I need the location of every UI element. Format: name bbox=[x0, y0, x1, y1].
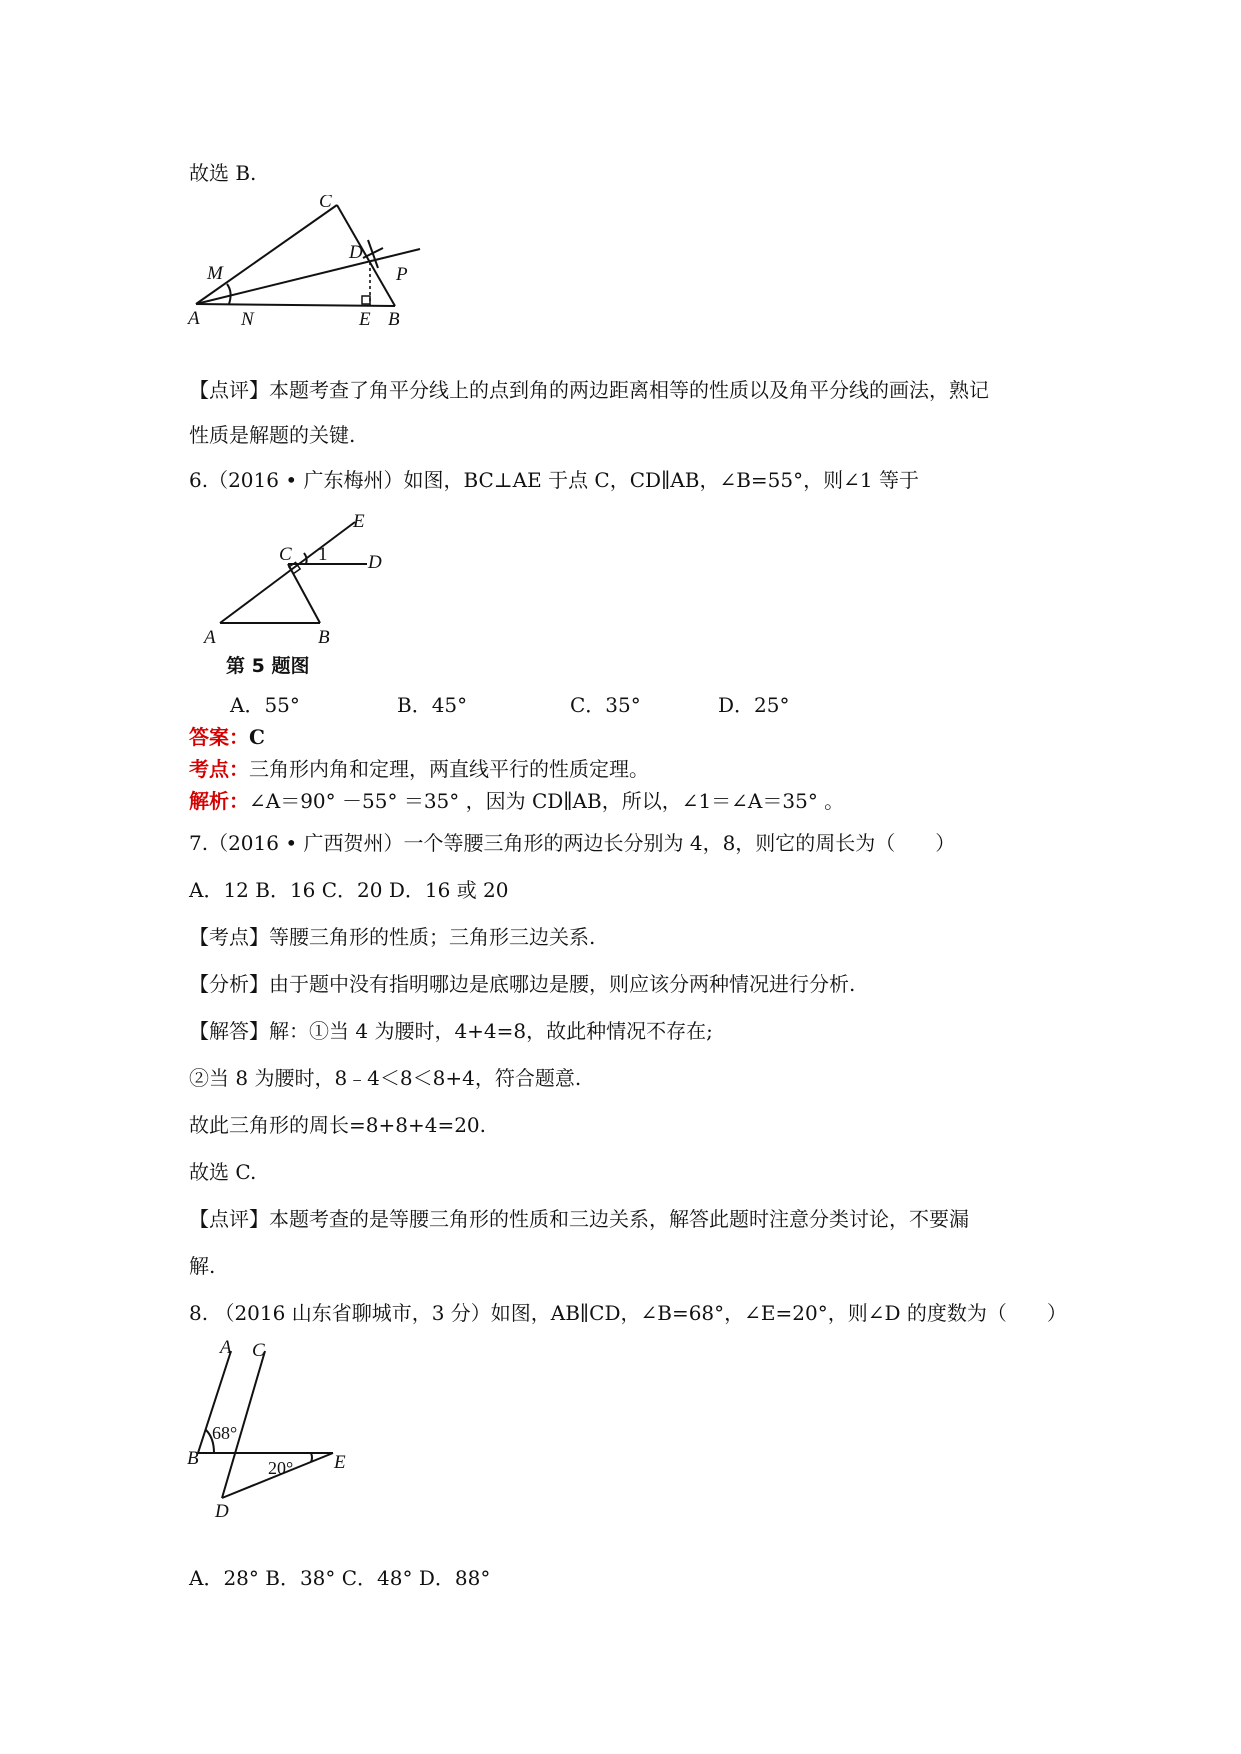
question-8: 8. （2016 山东省聊城市，3 分）如图，AB∥CD，∠B=68°，∠E=20°，则∠D 的度数为（ ） bbox=[189, 1301, 1067, 1325]
question-8-options: A．28° B．38° C．48° D．88° bbox=[189, 1566, 491, 1590]
question-6: 6.（2016 • 广东梅州）如图，BC⊥AE 于点 C，CD∥AB，∠B=55°，则∠1 等于 bbox=[189, 468, 919, 492]
jiexi-line bbox=[189, 788, 844, 814]
answer-line bbox=[189, 724, 265, 750]
option-d: D．25° bbox=[718, 693, 790, 717]
text-line: 【解答】解：①当 4 为腰时，4+4=8，故此种情况不存在; bbox=[189, 1019, 713, 1043]
label-c: C bbox=[279, 544, 292, 565]
option-b: B．45° bbox=[397, 693, 468, 717]
text-line: 【考点】等腰三角形的性质；三角形三边关系. bbox=[189, 925, 596, 949]
answer-label: 答案： bbox=[189, 725, 249, 749]
answer-value: C bbox=[249, 725, 265, 749]
label-e: E bbox=[359, 309, 371, 330]
kaodian-text: 三角形内角和定理，两直线平行的性质定理。 bbox=[249, 757, 649, 781]
text-line: 故此三角形的周长=8+8+4=20. bbox=[189, 1113, 487, 1137]
figure-angle-bisector bbox=[185, 195, 425, 330]
label-d: D bbox=[349, 242, 363, 263]
text-line: 【分析】由于题中没有指明哪边是底哪边是腰，则应该分两种情况进行分析. bbox=[189, 972, 856, 996]
question-7-options: A．12 B．16 C．20 D．16 或 20 bbox=[189, 878, 509, 902]
angle-b-label: 68° bbox=[212, 1423, 238, 1443]
label-c: C bbox=[252, 1340, 265, 1361]
text-line: 性质是解题的关键. bbox=[189, 423, 356, 447]
text-line: 【点评】本题考查了角平分线上的点到角的两边距离相等的性质以及角平分线的画法，熟记 bbox=[189, 378, 989, 402]
label-p: P bbox=[396, 264, 408, 285]
kaodian-line bbox=[189, 756, 649, 782]
label-b: B bbox=[388, 309, 400, 330]
figure-question-6 bbox=[200, 505, 400, 685]
label-a: A bbox=[220, 1338, 232, 1358]
label-angle-1: 1 bbox=[318, 544, 328, 565]
label-m: M bbox=[207, 263, 223, 284]
text-line: 故选 C. bbox=[189, 1160, 257, 1184]
label-b: B bbox=[318, 627, 330, 648]
text-line: 解. bbox=[189, 1254, 216, 1278]
label-e: E bbox=[334, 1452, 346, 1473]
figure-question-8 bbox=[185, 1338, 355, 1518]
label-d: D bbox=[368, 552, 382, 573]
figure-caption: 第 5 题图 bbox=[226, 655, 310, 677]
jiexi-text: ∠A＝90° －55° ＝35° ，因为 CD∥AB，所以，∠1＝∠A＝35° 。 bbox=[249, 789, 845, 813]
jiexi-label: 解析： bbox=[189, 789, 249, 813]
text-line: 【点评】本题考查的是等腰三角形的性质和三边关系，解答此题时注意分类讨论，不要漏 bbox=[189, 1207, 969, 1231]
text-line: 故选 B. bbox=[189, 161, 257, 185]
label-e: E bbox=[353, 511, 365, 532]
label-b: B bbox=[187, 1448, 199, 1469]
label-a: A bbox=[188, 308, 200, 329]
label-a: A bbox=[204, 627, 216, 648]
text-line: ②当 8 为腰时，8﹣4＜8＜8+4，符合题意. bbox=[189, 1066, 582, 1090]
question-7: 7.（2016 • 广西贺州）一个等腰三角形的两边长分别为 4，8，则它的周长为（ ） bbox=[189, 831, 956, 855]
kaodian-label: 考点： bbox=[189, 757, 249, 781]
label-n: N bbox=[241, 309, 254, 330]
label-d: D bbox=[215, 1501, 229, 1518]
label-c: C bbox=[319, 195, 332, 212]
option-c: C．35° bbox=[570, 693, 641, 717]
angle-e-label: 20° bbox=[268, 1458, 294, 1478]
option-a: A．55° bbox=[230, 693, 300, 717]
